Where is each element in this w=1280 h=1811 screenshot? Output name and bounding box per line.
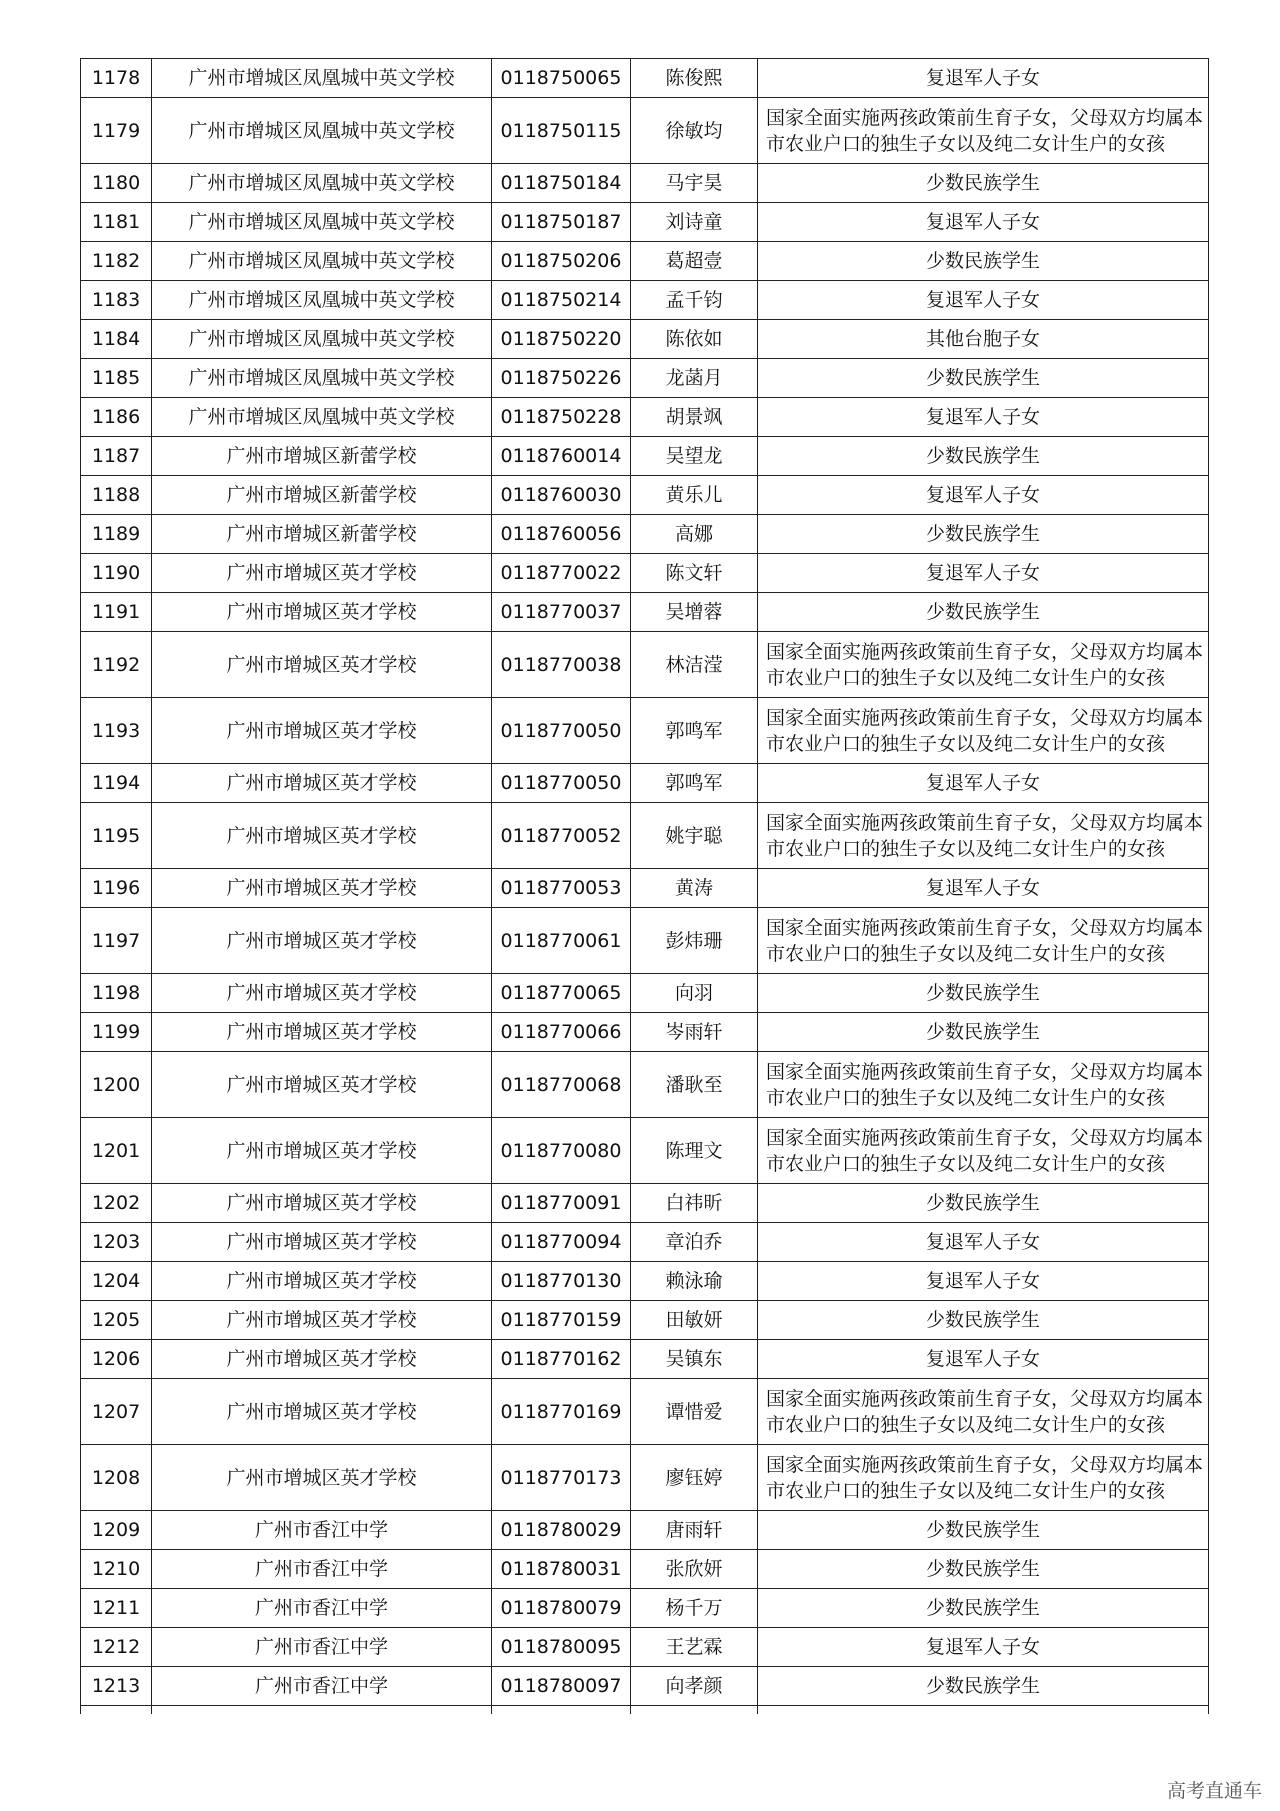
category-cell: 复退军人子女 xyxy=(758,1340,1209,1379)
student-id-cell: 0118750228 xyxy=(492,398,631,437)
table-row xyxy=(81,1550,1209,1589)
table-row xyxy=(81,359,1209,398)
student-id-cell: 0118770159 xyxy=(492,1301,631,1340)
results-table-body xyxy=(81,59,1209,1715)
row-number-cell: 1187 xyxy=(81,437,152,476)
table-row xyxy=(81,476,1209,515)
table-row xyxy=(81,242,1209,281)
row-number-cell: 1183 xyxy=(81,281,152,320)
empty-cell xyxy=(492,1706,631,1715)
school-cell: 广州市增城区凤凰城中英文学校 xyxy=(152,203,492,242)
category-cell: 国家全面实施两孩政策前生育子女，父母双方均属本市农业户口的独生子女以及纯二女计生户的女孩 xyxy=(758,908,1209,974)
row-number-cell: 1210 xyxy=(81,1550,152,1589)
student-id-cell: 0118770065 xyxy=(492,974,631,1013)
table-row xyxy=(81,437,1209,476)
student-id-cell: 0118780097 xyxy=(492,1667,631,1706)
row-number-cell: 1193 xyxy=(81,698,152,764)
student-id-cell: 0118770038 xyxy=(492,632,631,698)
table-row xyxy=(81,1052,1209,1118)
row-number-cell: 1185 xyxy=(81,359,152,398)
row-number-cell: 1181 xyxy=(81,203,152,242)
school-cell: 广州市增城区英才学校 xyxy=(152,1013,492,1052)
student-name-cell: 马宇昊 xyxy=(631,164,758,203)
school-cell: 广州市增城区英才学校 xyxy=(152,1379,492,1445)
table-row xyxy=(81,1262,1209,1301)
table-row xyxy=(81,98,1209,164)
student-name-cell: 孟千钧 xyxy=(631,281,758,320)
student-name-cell: 张欣妍 xyxy=(631,1550,758,1589)
school-cell: 广州市增城区英才学校 xyxy=(152,764,492,803)
school-cell: 广州市增城区新蕾学校 xyxy=(152,437,492,476)
category-cell: 少数民族学生 xyxy=(758,359,1209,398)
student-name-cell: 高娜 xyxy=(631,515,758,554)
student-name-cell: 岑雨轩 xyxy=(631,1013,758,1052)
student-name-cell: 章泊乔 xyxy=(631,1223,758,1262)
row-number-cell: 1213 xyxy=(81,1667,152,1706)
row-number-cell: 1206 xyxy=(81,1340,152,1379)
school-cell: 广州市增城区英才学校 xyxy=(152,698,492,764)
student-id-cell: 0118750214 xyxy=(492,281,631,320)
category-cell: 复退军人子女 xyxy=(758,869,1209,908)
category-cell: 国家全面实施两孩政策前生育子女，父母双方均属本市农业户口的独生子女以及纯二女计生户的女孩 xyxy=(758,698,1209,764)
category-cell: 少数民族学生 xyxy=(758,1511,1209,1550)
category-cell: 复退军人子女 xyxy=(758,1628,1209,1667)
row-number-cell: 1208 xyxy=(81,1445,152,1511)
school-cell: 广州市增城区英才学校 xyxy=(152,803,492,869)
student-name-cell: 廖钰婷 xyxy=(631,1445,758,1511)
table-row xyxy=(81,1511,1209,1550)
student-id-cell: 0118770091 xyxy=(492,1184,631,1223)
table-row xyxy=(81,974,1209,1013)
student-name-cell: 黄乐儿 xyxy=(631,476,758,515)
student-id-cell: 0118770061 xyxy=(492,908,631,974)
results-table xyxy=(80,58,1209,1714)
school-cell: 广州市增城区凤凰城中英文学校 xyxy=(152,320,492,359)
table-row xyxy=(81,515,1209,554)
table-row xyxy=(81,869,1209,908)
school-cell: 广州市增城区凤凰城中英文学校 xyxy=(152,242,492,281)
category-cell: 少数民族学生 xyxy=(758,1184,1209,1223)
student-id-cell: 0118760014 xyxy=(492,437,631,476)
student-name-cell: 徐敏均 xyxy=(631,98,758,164)
row-number-cell: 1207 xyxy=(81,1379,152,1445)
student-id-cell: 0118770066 xyxy=(492,1013,631,1052)
category-cell: 少数民族学生 xyxy=(758,1301,1209,1340)
table-row xyxy=(81,1184,1209,1223)
student-id-cell: 0118780079 xyxy=(492,1589,631,1628)
category-cell: 国家全面实施两孩政策前生育子女，父母双方均属本市农业户口的独生子女以及纯二女计生户的女孩 xyxy=(758,632,1209,698)
school-cell: 广州市增城区英才学校 xyxy=(152,1052,492,1118)
row-number-cell: 1191 xyxy=(81,593,152,632)
school-cell: 广州市增城区凤凰城中英文学校 xyxy=(152,98,492,164)
student-name-cell: 王艺霖 xyxy=(631,1628,758,1667)
empty-cell xyxy=(631,1706,758,1715)
table-row xyxy=(81,764,1209,803)
category-cell: 复退军人子女 xyxy=(758,1223,1209,1262)
school-cell: 广州市增城区英才学校 xyxy=(152,554,492,593)
school-cell: 广州市增城区英才学校 xyxy=(152,1301,492,1340)
table-row xyxy=(81,1379,1209,1445)
row-number-cell: 1204 xyxy=(81,1262,152,1301)
student-name-cell: 姚宇聪 xyxy=(631,803,758,869)
student-name-cell: 吴镇东 xyxy=(631,1340,758,1379)
category-cell: 国家全面实施两孩政策前生育子女，父母双方均属本市农业户口的独生子女以及纯二女计生户的女孩 xyxy=(758,98,1209,164)
student-name-cell: 郭鸣军 xyxy=(631,698,758,764)
student-name-cell: 郭鸣军 xyxy=(631,764,758,803)
school-cell: 广州市香江中学 xyxy=(152,1589,492,1628)
category-cell: 复退军人子女 xyxy=(758,281,1209,320)
student-name-cell: 谭惜爱 xyxy=(631,1379,758,1445)
student-name-cell: 胡景飒 xyxy=(631,398,758,437)
student-id-cell: 0118750226 xyxy=(492,359,631,398)
category-cell: 少数民族学生 xyxy=(758,974,1209,1013)
row-number-cell: 1182 xyxy=(81,242,152,281)
empty-cell xyxy=(81,1706,152,1715)
student-name-cell: 陈俊熙 xyxy=(631,59,758,98)
row-number-cell: 1200 xyxy=(81,1052,152,1118)
category-cell: 复退军人子女 xyxy=(758,476,1209,515)
table-row xyxy=(81,698,1209,764)
row-number-cell: 1205 xyxy=(81,1301,152,1340)
school-cell: 广州市增城区凤凰城中英文学校 xyxy=(152,281,492,320)
category-cell: 少数民族学生 xyxy=(758,164,1209,203)
table-row xyxy=(81,908,1209,974)
table-row xyxy=(81,281,1209,320)
category-cell: 少数民族学生 xyxy=(758,593,1209,632)
category-cell: 少数民族学生 xyxy=(758,1013,1209,1052)
student-id-cell: 0118750184 xyxy=(492,164,631,203)
school-cell: 广州市增城区英才学校 xyxy=(152,1223,492,1262)
table-row xyxy=(81,398,1209,437)
table-row xyxy=(81,1223,1209,1262)
student-name-cell: 刘诗童 xyxy=(631,203,758,242)
empty-cell xyxy=(758,1706,1209,1715)
table-row xyxy=(81,320,1209,359)
table-row xyxy=(81,1667,1209,1706)
school-cell: 广州市增城区英才学校 xyxy=(152,974,492,1013)
row-number-cell: 1202 xyxy=(81,1184,152,1223)
student-id-cell: 0118770173 xyxy=(492,1445,631,1511)
school-cell: 广州市增城区凤凰城中英文学校 xyxy=(152,359,492,398)
student-name-cell: 向羽 xyxy=(631,974,758,1013)
category-cell: 其他台胞子女 xyxy=(758,320,1209,359)
category-cell: 国家全面实施两孩政策前生育子女，父母双方均属本市农业户口的独生子女以及纯二女计生户的女孩 xyxy=(758,1379,1209,1445)
row-number-cell: 1194 xyxy=(81,764,152,803)
student-id-cell: 0118770050 xyxy=(492,698,631,764)
row-number-cell: 1196 xyxy=(81,869,152,908)
row-number-cell: 1197 xyxy=(81,908,152,974)
table-row xyxy=(81,554,1209,593)
student-id-cell: 0118750065 xyxy=(492,59,631,98)
student-name-cell: 彭炜珊 xyxy=(631,908,758,974)
category-cell: 少数民族学生 xyxy=(758,242,1209,281)
student-id-cell: 0118780031 xyxy=(492,1550,631,1589)
school-cell: 广州市增城区英才学校 xyxy=(152,869,492,908)
category-cell: 复退军人子女 xyxy=(758,554,1209,593)
row-number-cell: 1190 xyxy=(81,554,152,593)
school-cell: 广州市增城区英才学校 xyxy=(152,632,492,698)
table-row xyxy=(81,59,1209,98)
category-cell: 复退军人子女 xyxy=(758,203,1209,242)
student-id-cell: 0118760030 xyxy=(492,476,631,515)
student-id-cell: 0118750115 xyxy=(492,98,631,164)
row-number-cell: 1178 xyxy=(81,59,152,98)
table-row xyxy=(81,1445,1209,1511)
category-cell: 少数民族学生 xyxy=(758,437,1209,476)
student-id-cell: 0118780029 xyxy=(492,1511,631,1550)
student-name-cell: 白祎昕 xyxy=(631,1184,758,1223)
student-id-cell: 0118770068 xyxy=(492,1052,631,1118)
row-number-cell: 1203 xyxy=(81,1223,152,1262)
student-id-cell: 0118770053 xyxy=(492,869,631,908)
student-id-cell: 0118750187 xyxy=(492,203,631,242)
school-cell: 广州市增城区英才学校 xyxy=(152,1262,492,1301)
student-id-cell: 0118770050 xyxy=(492,764,631,803)
school-cell: 广州市增城区英才学校 xyxy=(152,593,492,632)
student-id-cell: 0118770162 xyxy=(492,1340,631,1379)
category-cell: 复退军人子女 xyxy=(758,398,1209,437)
row-number-cell: 1199 xyxy=(81,1013,152,1052)
student-name-cell: 吴望龙 xyxy=(631,437,758,476)
student-name-cell: 杨千万 xyxy=(631,1589,758,1628)
school-cell: 广州市增城区凤凰城中英文学校 xyxy=(152,398,492,437)
student-name-cell: 林洁滢 xyxy=(631,632,758,698)
row-number-cell: 1188 xyxy=(81,476,152,515)
row-number-cell: 1186 xyxy=(81,398,152,437)
student-id-cell: 0118770037 xyxy=(492,593,631,632)
table-row xyxy=(81,1301,1209,1340)
school-cell: 广州市香江中学 xyxy=(152,1628,492,1667)
student-id-cell: 0118770094 xyxy=(492,1223,631,1262)
student-id-cell: 0118770080 xyxy=(492,1118,631,1184)
student-id-cell: 0118770169 xyxy=(492,1379,631,1445)
watermark-text: 高考直通车 xyxy=(1166,1780,1262,1802)
student-name-cell: 黄涛 xyxy=(631,869,758,908)
row-number-cell: 1195 xyxy=(81,803,152,869)
school-cell: 广州市增城区英才学校 xyxy=(152,1445,492,1511)
school-cell: 广州市增城区凤凰城中英文学校 xyxy=(152,164,492,203)
row-number-cell: 1184 xyxy=(81,320,152,359)
school-cell: 广州市香江中学 xyxy=(152,1511,492,1550)
student-id-cell: 0118760056 xyxy=(492,515,631,554)
row-number-cell: 1179 xyxy=(81,98,152,164)
row-number-cell: 1189 xyxy=(81,515,152,554)
student-name-cell: 陈理文 xyxy=(631,1118,758,1184)
category-cell: 少数民族学生 xyxy=(758,1550,1209,1589)
row-number-cell: 1180 xyxy=(81,164,152,203)
student-name-cell: 赖泳瑜 xyxy=(631,1262,758,1301)
row-number-cell: 1211 xyxy=(81,1589,152,1628)
empty-cell xyxy=(152,1706,492,1715)
category-cell: 国家全面实施两孩政策前生育子女，父母双方均属本市农业户口的独生子女以及纯二女计生户的女孩 xyxy=(758,1445,1209,1511)
school-cell: 广州市增城区英才学校 xyxy=(152,1118,492,1184)
category-cell: 国家全面实施两孩政策前生育子女，父母双方均属本市农业户口的独生子女以及纯二女计生户的女孩 xyxy=(758,803,1209,869)
school-cell: 广州市增城区凤凰城中英文学校 xyxy=(152,59,492,98)
category-cell: 国家全面实施两孩政策前生育子女，父母双方均属本市农业户口的独生子女以及纯二女计生户的女孩 xyxy=(758,1118,1209,1184)
table-row xyxy=(81,164,1209,203)
category-cell: 国家全面实施两孩政策前生育子女，父母双方均属本市农业户口的独生子女以及纯二女计生户的女孩 xyxy=(758,1052,1209,1118)
student-id-cell: 0118770022 xyxy=(492,554,631,593)
student-name-cell: 田敏妍 xyxy=(631,1301,758,1340)
row-number-cell: 1192 xyxy=(81,632,152,698)
student-id-cell: 0118770052 xyxy=(492,803,631,869)
student-id-cell: 0118780095 xyxy=(492,1628,631,1667)
school-cell: 广州市香江中学 xyxy=(152,1550,492,1589)
table-row xyxy=(81,1013,1209,1052)
student-name-cell: 向孝颜 xyxy=(631,1667,758,1706)
table-row xyxy=(81,1589,1209,1628)
results-table-container xyxy=(80,58,1208,1714)
category-cell: 复退军人子女 xyxy=(758,59,1209,98)
student-name-cell: 潘耿至 xyxy=(631,1052,758,1118)
row-number-cell: 1209 xyxy=(81,1511,152,1550)
table-row xyxy=(81,593,1209,632)
school-cell: 广州市增城区新蕾学校 xyxy=(152,476,492,515)
table-row xyxy=(81,203,1209,242)
category-cell: 少数民族学生 xyxy=(758,1589,1209,1628)
table-row xyxy=(81,1628,1209,1667)
category-cell: 复退军人子女 xyxy=(758,764,1209,803)
student-id-cell: 0118770130 xyxy=(492,1262,631,1301)
row-number-cell: 1201 xyxy=(81,1118,152,1184)
student-id-cell: 0118750220 xyxy=(492,320,631,359)
table-row xyxy=(81,803,1209,869)
student-name-cell: 龙菡月 xyxy=(631,359,758,398)
row-number-cell: 1212 xyxy=(81,1628,152,1667)
category-cell: 少数民族学生 xyxy=(758,515,1209,554)
student-name-cell: 陈文轩 xyxy=(631,554,758,593)
school-cell: 广州市增城区英才学校 xyxy=(152,1340,492,1379)
school-cell: 广州市增城区英才学校 xyxy=(152,908,492,974)
school-cell: 广州市香江中学 xyxy=(152,1667,492,1706)
table-row xyxy=(81,632,1209,698)
row-number-cell: 1198 xyxy=(81,974,152,1013)
student-name-cell: 葛超壹 xyxy=(631,242,758,281)
table-row-continuation xyxy=(81,1706,1209,1715)
category-cell: 少数民族学生 xyxy=(758,1667,1209,1706)
category-cell: 复退军人子女 xyxy=(758,1262,1209,1301)
student-name-cell: 吴增蓉 xyxy=(631,593,758,632)
school-cell: 广州市增城区新蕾学校 xyxy=(152,515,492,554)
table-row xyxy=(81,1118,1209,1184)
student-id-cell: 0118750206 xyxy=(492,242,631,281)
student-name-cell: 唐雨轩 xyxy=(631,1511,758,1550)
student-name-cell: 陈依如 xyxy=(631,320,758,359)
table-row xyxy=(81,1340,1209,1379)
school-cell: 广州市增城区英才学校 xyxy=(152,1184,492,1223)
